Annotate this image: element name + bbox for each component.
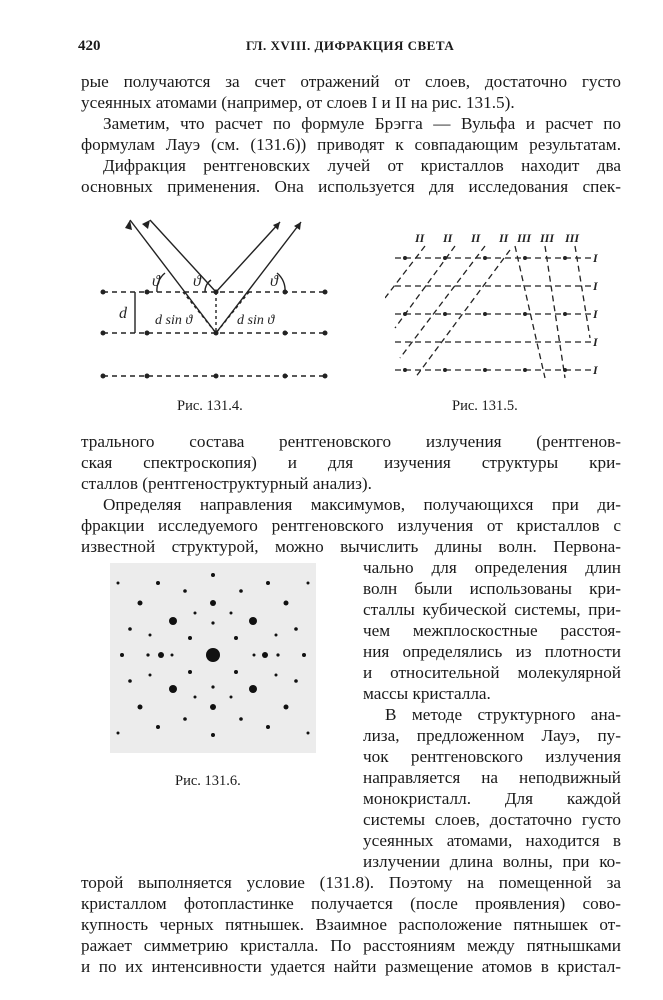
text-line: Дифракция рентгеновских лучей от кристаллов находит два	[103, 156, 621, 175]
text-line: кристаллом фотопластинке получается (после проявления) сово-	[81, 894, 621, 913]
text-line: направляется на неподвижный	[363, 768, 621, 787]
text-line: Заметим, что расчет по формуле Брэгга — Вульфа и расчет по	[103, 114, 621, 133]
text-line: фракции исследуемого рентгеновского излучения от кристаллов с	[81, 516, 621, 535]
text-line: основных применения. Она используется для исследования спек-	[81, 177, 621, 196]
text-line: формулам Лауэ (см. (131.6)) приводят к совпадающим результатам.	[81, 135, 621, 154]
figure-131-6-laue-pattern	[110, 563, 316, 753]
page-number: 420	[78, 38, 101, 54]
text-line: и по их интенсивности удается найти размещение атомов в кристал-	[81, 957, 621, 976]
text-line: чем межплоскостные расстоя-	[363, 621, 621, 640]
text-line: излучении длина волны, при ко-	[363, 852, 621, 871]
label-III: III	[540, 231, 555, 245]
text-line: В методе структурного ана-	[385, 705, 621, 724]
caption-131-4: Рис. 131.4.	[177, 398, 243, 414]
d-label: d	[119, 305, 127, 322]
text-line: монокристалл. Для каждой	[363, 789, 621, 808]
theta-label: ϑ	[152, 273, 160, 290]
label-I: I	[593, 279, 598, 293]
figure-131-4-diagram	[95, 200, 335, 390]
text-line: волн были использованы кри-	[363, 579, 621, 598]
text-line: усеянных атомами, находится в	[363, 831, 621, 850]
text-line: чок рентгеновского излучения	[363, 747, 621, 766]
dsin-label-left: d sin ϑ	[155, 313, 193, 328]
text-line: Определяя направления максимумов, получающихся при ди-	[103, 495, 621, 514]
theta-label: ϑ	[270, 273, 278, 290]
text-line: системы слоев, достаточно густо	[363, 810, 621, 829]
text-line: сталлы кубической системы, при-	[363, 600, 621, 619]
caption-131-5: Рис. 131.5.	[452, 398, 518, 414]
label-I: I	[593, 307, 598, 321]
text-line: ражает симметрию кристалла. По расстояниям между пятнышками	[81, 936, 621, 955]
text-line: купность черных пятнышек. Взаимное расположение пятнышек от-	[81, 915, 621, 934]
text-line: рые получаются за счет отражений от слоев, достаточно густо	[81, 72, 621, 91]
text-line: массы кристалла.	[363, 684, 491, 703]
label-I: I	[593, 335, 598, 349]
text-line: торой выполняется условие (131.8). Поэтому на помещенной за	[81, 873, 621, 892]
label-I: I	[593, 251, 598, 265]
label-III: III	[565, 231, 580, 245]
dsin-label-right: d sin ϑ	[237, 313, 275, 328]
text-line: лиза, предложенном Лауэ, пу-	[363, 726, 621, 745]
text-line: чально для определения длин	[363, 558, 621, 577]
text-line: усеянных атомами (например, от слоев I и II на рис. 131.5).	[81, 93, 515, 112]
label-I: I	[593, 363, 598, 377]
text-line: сталлов (рентгеноструктурный анализ).	[81, 474, 372, 493]
text-line: известной структурой, можно вычислить длины волн. Первона-	[81, 537, 621, 556]
label-II: II	[415, 231, 425, 245]
label-II: II	[499, 231, 509, 245]
label-II: II	[471, 231, 481, 245]
text-line: ская спектроскопия) и для изучения структуры кри-	[81, 453, 621, 472]
text-line: трального состава рентгеновского излучения (рентгенов-	[81, 432, 621, 451]
label-III: III	[517, 231, 532, 245]
theta-label: ϑ	[193, 273, 201, 290]
figure-131-5-diagram	[385, 228, 605, 388]
label-II: II	[443, 231, 453, 245]
caption-131-6: Рис. 131.6.	[175, 773, 241, 789]
text-line: и относительной молекулярной	[363, 663, 621, 682]
running-head: ГЛ. XVIII. ДИФРАКЦИЯ СВЕТА	[246, 38, 455, 53]
text-line: ния определялись из плотности	[363, 642, 621, 661]
